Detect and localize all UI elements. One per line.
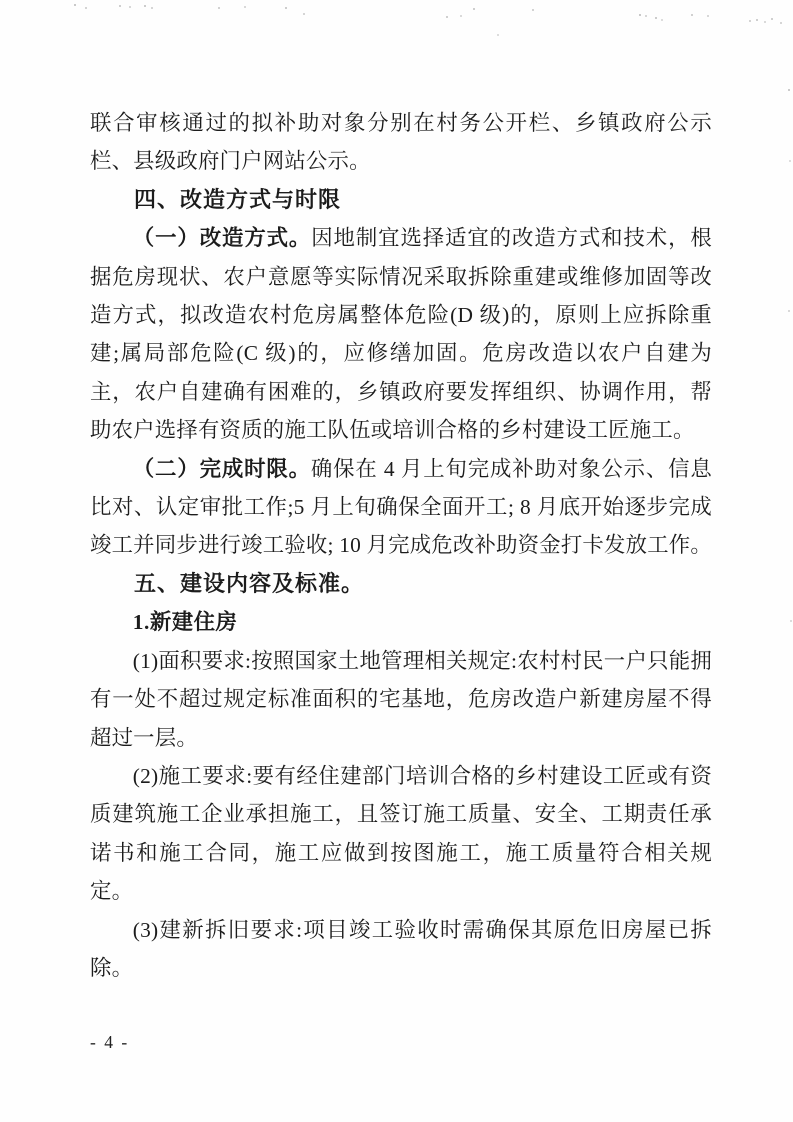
paragraph: (3)建新拆旧要求:项目竣工验收时需确保其原危旧房屋已拆除。 xyxy=(90,917,712,980)
section-heading: 五、建设内容及标准。 xyxy=(134,570,365,596)
scan-noise xyxy=(0,0,2,2)
paragraph: 联合审核通过的拟补助对象分别在村务公开栏、乡镇政府公示栏、县级政府门户网站公示。 xyxy=(90,111,712,174)
sub-heading: 1.新建住房 xyxy=(132,610,238,635)
section-heading: 四、改造方式与时限 xyxy=(134,186,342,212)
paragraph: (1)面积要求:按照国家土地管理相关规定:农村村民一户只能拥有一处不超过规定标准面积的宅基地，危房改造户新建房屋不得超过一层。 xyxy=(90,648,712,750)
paragraph: （一）改造方式。因地制宜选择适宜的改造方式和技术，根据危房现状、农户意愿等实际情况采取拆除重建或维修加固等改造方式，拟改造农村危房属整体危险(D 级)的，原则上应拆除重建;属局部危险(C 级)的，应修缮加固。危房改造以农户自建为主，农户自建确有困难的，乡镇政府要发挥组织、协调作用，帮助农户选择有资质的施工队伍或培训合格的乡村建设工匠施工。 xyxy=(90,226,712,443)
paragraph-lead: （一）改造方式。 xyxy=(132,226,312,251)
paragraph: （二）完成时限。确保在 4 月上旬完成补助对象公示、信息比对、认定审批工作;5 月上旬确保全面开工; 8 月底开始逐步完成竣工并同步进行竣工验收; 10 月完成危改补助资金打卡发放工作。 xyxy=(90,456,712,558)
paragraph-lead: （二）完成时限。 xyxy=(132,456,311,481)
page-number: - 4 - xyxy=(90,1032,130,1052)
document-body xyxy=(90,104,712,987)
paragraph: (2)施工要求:要有经住建部门培训合格的乡村建设工匠或有资质建筑施工企业承担施工，且签订施工质量、安全、工期责任承诺书和施工合同，施工应做到按图施工，施工质量符合相关规定。 xyxy=(90,763,712,904)
